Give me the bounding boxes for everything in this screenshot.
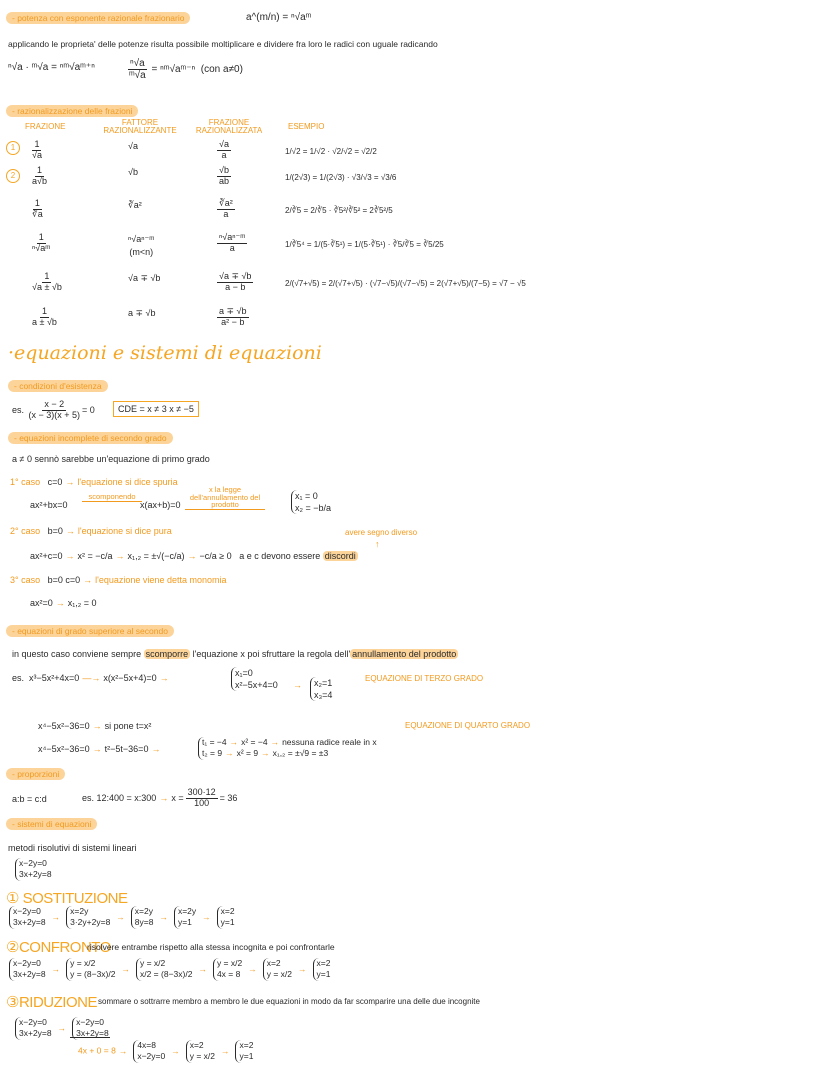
section-header-grado-superiore: - equazioni di grado superiore al secondo	[6, 625, 174, 637]
arrow-icon: →	[51, 911, 61, 922]
table-cell-razionalizzata: $\frac{\text{ⁿ√aⁿ⁻ᵐ}}{a}$	[219, 232, 246, 253]
arrow-up-icon: ↑	[375, 539, 380, 549]
system: x₁=0 x²−5x+4=0	[231, 667, 278, 691]
text-riduzione: sommare o sottrarre membro a membro le due equazioni in modo da far scomparire una delle due incognite	[98, 997, 480, 1006]
table-cell-esempio: 1/(2√3) = 1/(2√3) · √3/√3 = √3/6	[285, 173, 397, 182]
case-1-solutions: x₁ = 0 x₂ = −b/a	[291, 490, 331, 514]
column-header: FATTORE RAZIONALIZZANTE	[103, 118, 177, 135]
arrow-icon: →	[198, 963, 207, 974]
system: x=2 y=1	[217, 906, 235, 929]
quarto-grado-steps: x⁴−5x²−36=0 → t²−5t−36=0 →	[38, 744, 161, 754]
system: x−2y=0 3x+2y=8	[9, 958, 46, 981]
system: y = x/2 x/2 = (8−3x)/2	[136, 958, 192, 981]
table-cell-frazione: $\frac{1}{∛a}$	[32, 198, 43, 219]
arrow-icon: →	[202, 911, 211, 922]
method-riduzione: ③RIDUZIONE	[6, 994, 97, 1011]
system: x−2y=0 3x+2y=8	[15, 858, 52, 881]
sostituzione-steps	[6, 906, 238, 929]
formula-potenza: a^(m/n) = ⁿ√aᵐ	[246, 12, 312, 23]
table-cell-frazione: $\frac{1}{√a \pm √b}$	[32, 271, 62, 292]
table-cell-frazione: $\frac{1}{\text{ⁿ√aᵐ}}$	[32, 232, 51, 253]
system: x₂=1 x₃=4	[310, 677, 332, 701]
section-header-potenza: - potenza con esponente razionale frazionario	[6, 12, 190, 24]
table-cell-razionalizzata: $\frac{a \mp √b}{\text{a² − b}}$	[219, 306, 247, 327]
table-cell-razionalizzata: $\frac{√a \mp √b}{a - b}$	[219, 271, 252, 292]
column-header: FRAZIONE RAZIONALIZZATA	[195, 118, 263, 135]
text-scomporre: in questo caso conviene sempre scomporre l'equazione x poi sfruttare la regola dell' annullamento del prodotto	[12, 649, 457, 659]
table-cell-frazione: $\frac{1}{√a}$	[32, 139, 42, 160]
table-cell-fattore: √a ∓ √b	[128, 273, 161, 283]
case-1: 1° caso c=0 → l'equazione si dice spuria	[10, 477, 178, 487]
case-3: 3° caso b=0 c=0 → l'equazione viene detta monomia	[10, 575, 227, 585]
section-header-sistemi: - sistemi di equazioni	[6, 818, 97, 830]
arrow-icon: →	[51, 963, 61, 974]
formula-quoziente-radici: $\frac{\text{ⁿ√a}}{\text{ᵐ√a}}$ = ⁿᵐ√aᵐ⁻ⁿ (con a≠0)	[128, 58, 243, 81]
table-cell-esempio: 2/(√7+√5) = 2/(√7+√5) · (√7−√5)/(√7−√5) = 2(√7+√5)/(7−5) = √7 − √5	[285, 279, 526, 288]
table-cell-fattore: ∛a²	[128, 200, 142, 210]
system: x=2 y = x/2	[263, 958, 292, 981]
column-header: ESEMPIO	[288, 122, 325, 131]
cde-box: CDE = x ≠ 3 x ≠ −5	[113, 401, 199, 417]
arrow-icon: →	[293, 680, 302, 690]
table-cell-razionalizzata: $\frac{√a}{a}$	[219, 139, 229, 160]
table-cell-fattore: a ∓ √b	[128, 308, 156, 318]
system: y = x/2 y = (8−3x)/2	[66, 958, 115, 981]
case-1-eq: ax²+bx=0	[30, 500, 68, 510]
example-terzo-grado: es. x³−5x²+4x=0 —→ x(x²−5x+4)=0 →	[12, 673, 169, 683]
table-cell-esempio: 2/∛5 = 2/∛5 · ∛5²/∛5² = 2∛5²/5	[285, 206, 393, 215]
case-2: 2° caso b=0 → l'equazione si dice pura	[10, 526, 172, 536]
system: x=2y y=1	[174, 906, 196, 929]
system: x=2 y=1	[313, 958, 331, 981]
case-3-eq: ax²=0 → x₁,₂ = 0	[30, 598, 97, 608]
sum-line	[70, 1037, 110, 1038]
table-cell-fattore: √a	[128, 141, 138, 151]
arrow-annullamento: x la legge dell'annullamento del prodotto	[185, 486, 265, 510]
arrow-icon: →	[121, 963, 130, 974]
table-cell-frazione: $\frac{1}{a√b}$	[32, 165, 47, 186]
example-quarto-grado: x⁴−5x²−36=0 → si pone t=x²	[38, 721, 152, 731]
column-header: FRAZIONE	[25, 122, 66, 131]
section-header-incomplete: - equazioni incomplete di secondo grado	[8, 432, 173, 444]
example-cde: es. $\frac{x - 2}{(x - 3)(x + 5)}$ = 0	[12, 399, 95, 420]
table-cell-esempio: 1/√2 = 1/√2 · √2/√2 = √2/2	[285, 147, 377, 156]
case-1-eq2: x(ax+b)=0	[140, 500, 181, 510]
confronto-steps	[6, 958, 333, 981]
text-confronto: risolvere entrambe rispetto alla stessa incognita e poi confrontarle	[87, 942, 335, 952]
system: t₁ = −4 → x² = −4 → nessuna radice reale in x t₂ = 9 → x² = 9 → x₁,₂ = ±√9 = ±3	[198, 737, 377, 760]
formula-prodotto-radici: ⁿ√a · ᵐ√a = ⁿᵐ√aᵐ⁺ⁿ	[8, 62, 95, 73]
table-cell-fattore: √b	[128, 167, 138, 177]
case-2-eq: ax²+c=0 → x² = −c/a → x₁,₂ = ±√(−c/a) → −c/a ≥ 0 a e c devono essere discordi	[30, 551, 356, 561]
proporzione-def: a:b = c:d	[12, 794, 47, 804]
system: x=2y 3·2y+2y=8	[66, 906, 110, 929]
table-cell-razionalizzata: $\frac{√b}{ab}$	[218, 165, 229, 186]
label-terzo-grado: EQUAZIONE DI TERZO GRADO	[365, 674, 484, 683]
label-quarto-grado: EQUAZIONE DI QUARTO GRADO	[405, 721, 531, 730]
section-header-proporzioni: - proporzioni	[6, 768, 65, 780]
proporzione-example: es. 12:400 = x:300 → x = $\frac{300\cdot 12}{100}$ = 36	[82, 787, 238, 808]
method-sostituzione: ① SOSTITUZIONE	[6, 890, 128, 907]
method-confronto: ②CONFRONTO	[6, 939, 111, 956]
table-cell-esempio: 1/∛5⁴ = 1/(5·∛5¹) = 1/(5·∛5¹) · ∛5/∛5 = ∛5/25	[285, 240, 444, 249]
arrow-icon: →	[248, 963, 257, 974]
arrow-icon: →	[298, 963, 307, 974]
row-number-2: 2	[6, 169, 20, 183]
system: x=2y 8y=8	[131, 906, 154, 929]
text-intro: a ≠ 0 sennò sarebbe un'equazione di primo grado	[12, 454, 210, 464]
text-metodi: metodi risolutivi di sistemi lineari	[8, 843, 137, 853]
riduzione-step-1: x−2y=0 3x+2y=8 → x−2y=0 3x+2y=8	[12, 1017, 112, 1040]
riduzione-step-2: 4x + 0 = 8 → 4x=8 x−2y=0 → x=2 y = x/2 → x=2 y=1	[78, 1040, 254, 1062]
arrow-icon: →	[159, 911, 168, 922]
section-header-razionalizzazione: - razionalizzazione delle frazioni	[6, 105, 138, 117]
arrow-scomponendo: scomponendo	[82, 492, 142, 502]
system: x−2y=0 3x+2y=8	[9, 906, 46, 929]
arrow-icon: →	[116, 911, 125, 922]
table-cell-razionalizzata: $\frac{\text{∛a²}}{a}$	[219, 198, 233, 219]
system: y = x/2 4x = 8	[213, 958, 242, 981]
section-header-condizioni: - condizioni d'esistenza	[8, 380, 108, 392]
note-segno: avere segno diverso	[345, 528, 418, 537]
table-cell-frazione: $\frac{1}{a \pm √b}$	[32, 306, 57, 327]
row-number-1: 1	[6, 141, 20, 155]
table-cell-fattore: ⁿ√aⁿ⁻ᵐ (m<n)	[128, 234, 155, 257]
text-proprieta: applicando le proprieta' delle potenze risulta possibile moltiplicare e dividere fra loro le radici con uguale radicando	[8, 39, 438, 49]
page-title: ·equazioni e sistemi di equazioni	[8, 342, 322, 364]
